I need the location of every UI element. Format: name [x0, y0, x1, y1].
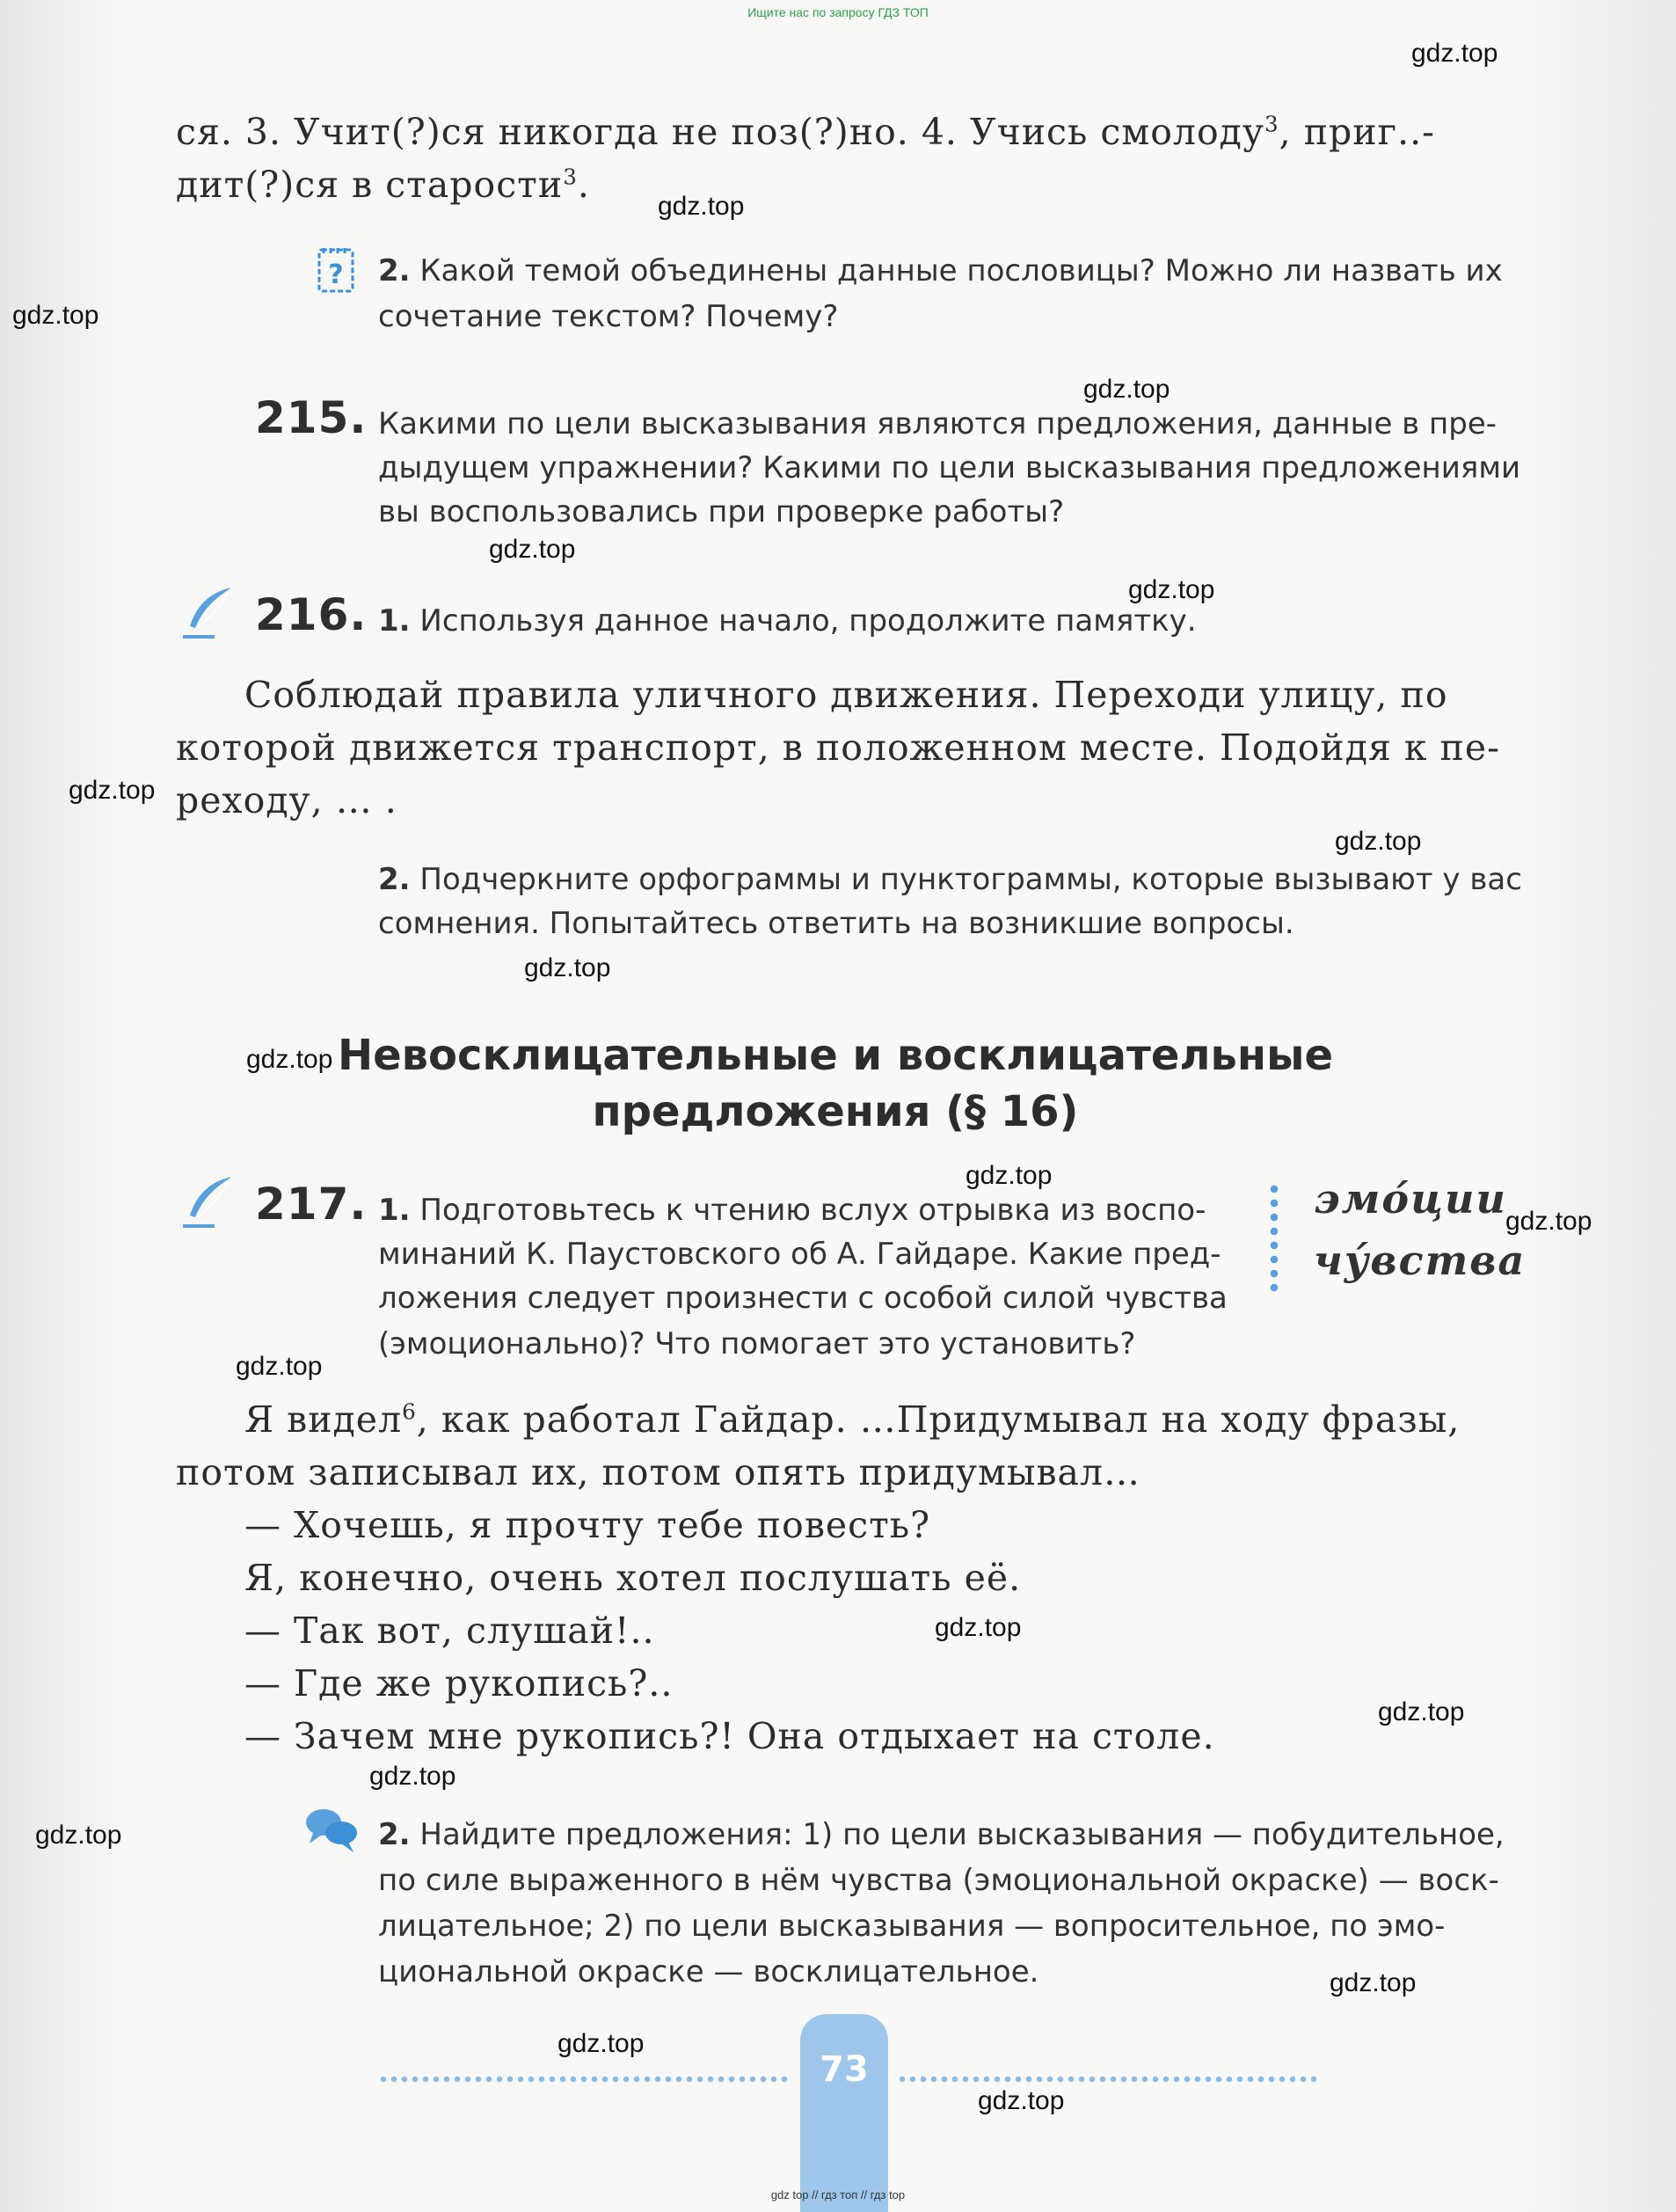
ex-217-task-1-line-1: 1. Подготовьтесь к чтению вслух отрывка из воспо-	[378, 1193, 1206, 1228]
ex-217-task-2-line-4: циональной окраске — восклицательное.	[378, 1954, 1039, 1989]
vocabulary-word-emotions: эмо́ции	[1314, 1175, 1507, 1223]
ex-217-task-2-line-2: по силе выраженного в нём чувства (эмоциональной окраске) — воск-	[378, 1863, 1499, 1898]
ex-215-line-3: вы воспользовались при проверке работы?	[378, 494, 1065, 529]
watermark: gdz.top	[69, 776, 156, 805]
section-heading-line-1: Невосклицательные и восклицательные	[337, 1031, 1334, 1080]
exercise-number-215: 215.	[255, 392, 368, 443]
ex-217-text-line-1: Я видел$^6$, как работал Гайдар. …Придумывал на ходу фразы,	[244, 1398, 1461, 1441]
ex-217-task-1-line-3: ложения следует произнести с особой силой чувства	[378, 1281, 1228, 1316]
ex-215-line-2: дыдущем упражнении? Какими по цели высказывания предложениями	[378, 450, 1521, 485]
watermark: gdz.top	[966, 1161, 1053, 1190]
speech-bubbles-icon	[304, 1805, 359, 1854]
watermark: gdz.top	[236, 1352, 323, 1381]
ex-217-text-line-7: — Зачем мне рукопись?! Она отдыхает на столе.	[244, 1715, 1215, 1757]
svg-text:?: ?	[328, 259, 344, 290]
watermark: gdz.top	[978, 2086, 1065, 2115]
ex-217-text-line-2: потом записывал их, потом опять придумывал…	[176, 1451, 1141, 1493]
ex-216-text-line-1: Соблюдай правила уличного движения. Переходи улицу, по	[244, 674, 1448, 716]
watermark: gdz.top	[1378, 1697, 1465, 1727]
watermark: gdz.top	[369, 1762, 456, 1791]
ex-216-task-1: 1. Используя данное начало, продолжите памятку.	[378, 603, 1197, 639]
quill-pen-icon	[179, 584, 237, 642]
vocabulary-dotted-divider	[1270, 1182, 1279, 1296]
watermark: gdz.top	[524, 953, 611, 982]
watermark: gdz.top	[489, 535, 576, 564]
ex-216-text-line-3: реходу, … .	[176, 779, 397, 821]
page-number: 73	[820, 2049, 869, 2090]
question-icon	[317, 245, 355, 294]
intro-line-2: дит(?)ся в старости$^3$.	[176, 164, 590, 206]
watermark: gdz.top	[246, 1045, 333, 1074]
exercise-number-216: 216.	[255, 589, 368, 640]
footer-note: gdz top // гдз топ // гдз top	[770, 2188, 906, 2201]
ex-215-line-1: Какими по цели высказывания являются предложения, данные в пре-	[378, 406, 1497, 442]
task-214-2-line-2: сочетание текстом? Почему?	[378, 299, 839, 334]
watermark: gdz.top	[35, 1821, 122, 1850]
ex-216-text-line-2: которой движется транспорт, в положенном месте. Подойдя к пе-	[176, 726, 1500, 769]
watermark: gdz.top	[557, 2029, 645, 2058]
watermark: gdz.top	[1505, 1207, 1592, 1236]
watermark: gdz.top	[1330, 1968, 1417, 1997]
ex-217-task-1-line-2: минаний К. Паустовского об А. Гайдаре. Какие пред-	[378, 1237, 1221, 1272]
watermark: gdz.top	[1083, 375, 1170, 404]
header-note: Ищите нас по запросу ГДЗ ТОП	[747, 5, 929, 19]
watermark: gdz.top	[1128, 575, 1215, 604]
ex-217-text-line-4: Я, конечно, очень хотел послушать её.	[244, 1557, 1022, 1599]
ex-217-task-2-line-1: 2. Найдите предложения: 1) по цели высказывания — побудительное,	[378, 1817, 1505, 1852]
watermark: gdz.top	[12, 301, 99, 330]
ex-217-task-1-line-4: (эмоционально)? Что помогает это установить?	[378, 1326, 1136, 1362]
watermark: gdz.top	[658, 192, 745, 221]
ex-217-text-line-5: — Так вот, слушай!..	[244, 1610, 655, 1652]
ex-217-task-2-line-3: лицательное; 2) по цели высказывания — вопросительное, по эмо-	[378, 1909, 1446, 1944]
vocabulary-word-feelings: чу́вства	[1314, 1237, 1527, 1284]
footer-dotted-line-right	[897, 2076, 1319, 2083]
watermark: gdz.top	[1411, 39, 1498, 68]
watermark: gdz.top	[1335, 827, 1422, 856]
ex-216-task-2-line-2: сомнения. Попытайтесь ответить на возникшие вопросы.	[378, 906, 1294, 941]
ex-217-text-line-6: — Где же рукопись?..	[244, 1662, 674, 1705]
ex-217-text-line-3: — Хочешь, я прочту тебе повесть?	[244, 1504, 931, 1546]
task-214-2-line-1: 2. Какой темой объединены данные пословицы? Можно ли назвать их	[378, 253, 1503, 288]
page-number-tab	[800, 2014, 888, 2212]
watermark: gdz.top	[935, 1613, 1022, 1642]
ex-216-task-2-line-1: 2. Подчеркните орфограммы и пунктограммы, которые вызывают у вас	[378, 862, 1522, 897]
quill-pen-icon	[179, 1173, 237, 1231]
exercise-number-217: 217.	[255, 1179, 368, 1230]
footer-dotted-line-left	[378, 2076, 791, 2083]
section-heading-line-2: предложения (§ 16)	[592, 1087, 1079, 1136]
intro-line-1: ся. 3. Учит(?)ся никогда не поз(?)но. 4. Учись смолоду$^3$, приг..-	[176, 111, 1436, 153]
